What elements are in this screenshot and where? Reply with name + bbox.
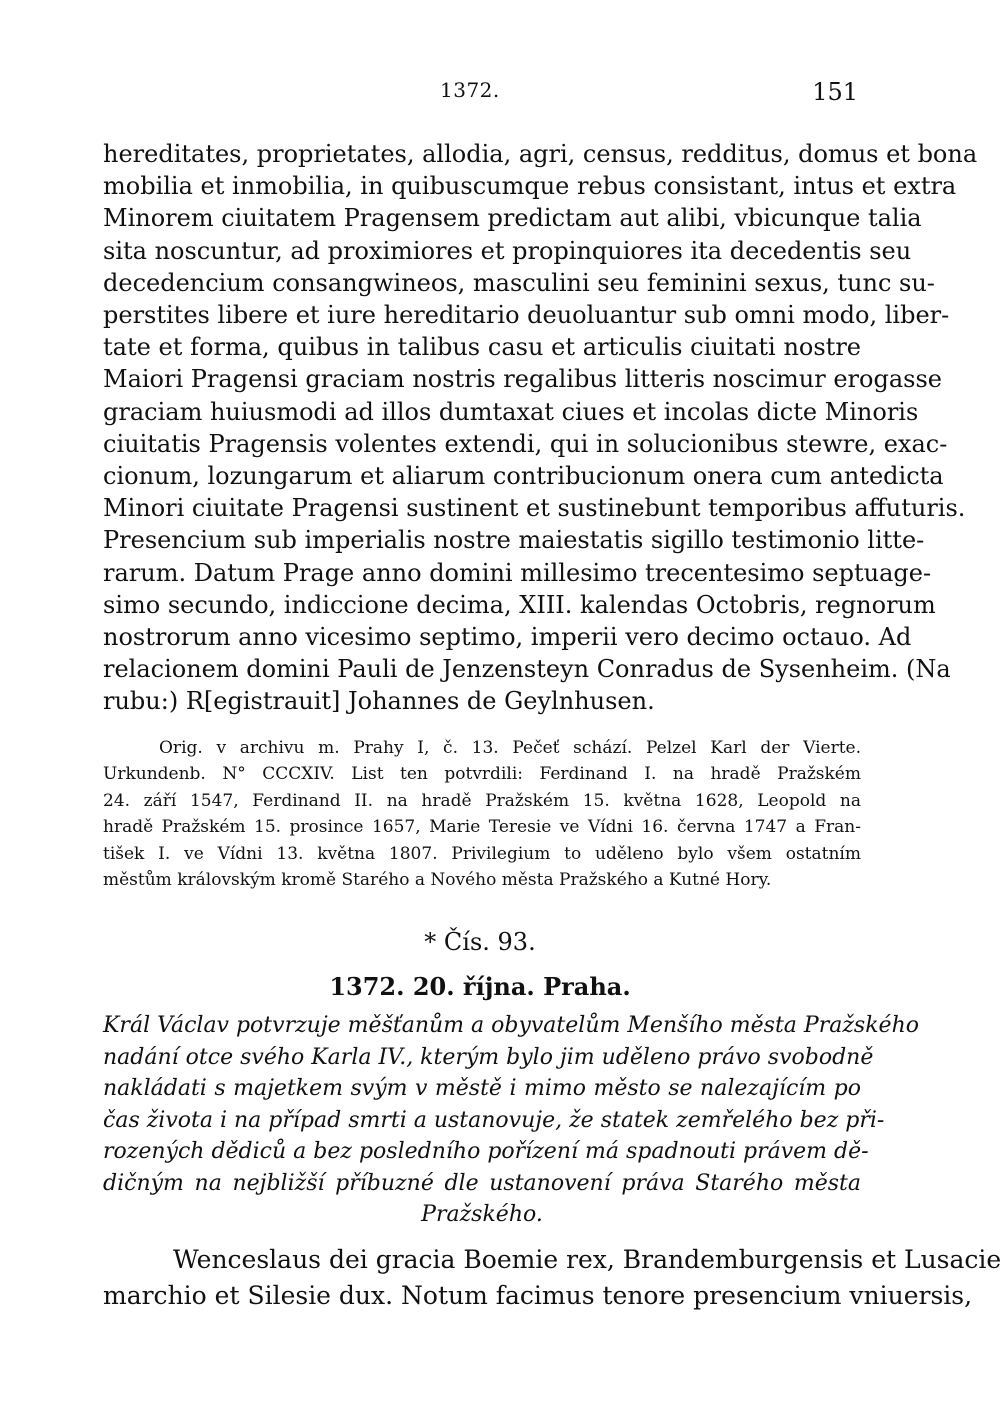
regest-line: nadání otce svého Karla IV., kterým bylo jim uděleno právo svobodně bbox=[103, 1044, 874, 1070]
running-head-year: 1372. bbox=[440, 78, 500, 102]
main-text-line: mobilia et inmobilia, in quibuscumque rebus consistant, intus et extra bbox=[103, 172, 957, 201]
charter-line: Wenceslaus dei gracia Boemie rex, Brandemburgensis et Lusacie bbox=[173, 1245, 1001, 1274]
main-text-line: decedencium consangwineos, masculini seu feminini sexus, tunc su- bbox=[103, 268, 935, 297]
main-text-line: rarum. Datum Prage anno domini millesimo trecentesimo septuage- bbox=[103, 558, 932, 587]
main-text-line: nostrorum anno vicesimo septimo, imperii vero decimo octauo. Ad bbox=[103, 623, 912, 652]
regest-line: dičným na nejbližší příbuzné dle ustanovení práva Starého města bbox=[103, 1170, 861, 1196]
main-text-line: hereditates, proprietates, allodia, agri, census, redditus, domus et bona bbox=[103, 140, 978, 168]
main-text-line: ciuitatis Pragensis volentes extendi, qui in solucionibus stewre, exac- bbox=[103, 429, 948, 458]
regest-line: rozených dědiců a bez posledního pořízení má spadnouti právem dě- bbox=[103, 1139, 869, 1164]
main-text-line: sita noscuntur, ad proximiores et propinquiores ita decedentis seu bbox=[103, 236, 912, 265]
footnote-line: Urkundenb. N° CCCXIV. List ten potvrdili: Ferdinand I. na hradě Pražském bbox=[103, 764, 861, 785]
charter-text bbox=[103, 1242, 1001, 1314]
running-head bbox=[0, 78, 960, 108]
document-date-heading: 1372. 20. října. Praha. bbox=[329, 972, 631, 1001]
source-footnote bbox=[103, 735, 861, 893]
main-text-line: Presencium sub imperialis nostre maiestatis sigillo testimonio litte- bbox=[103, 526, 925, 555]
main-text-line: cionum, lozungarum et aliarum contribucionum onera cum antedicta bbox=[103, 462, 944, 491]
main-text-line: perstites libere et iure hereditario deuoluantur sub omni modo, liber- bbox=[103, 301, 950, 330]
regest-line: Pražského. bbox=[421, 1202, 543, 1227]
main-text-line: Minorem ciuitatem Pragensem predictam aut alibi, vbicunque talia bbox=[103, 204, 922, 233]
czech-regest bbox=[103, 1010, 919, 1231]
charter-line: marchio et Silesie dux. Notum facimus tenore presencium vniuersis, bbox=[103, 1281, 973, 1310]
footnote-line: 24. září 1547, Ferdinand II. na hradě Pražském 15. května 1628, Leopold na bbox=[103, 790, 861, 811]
main-text-line: Maiori Pragensi graciam nostris regalibus litteris noscimur erogasse bbox=[103, 365, 942, 394]
footnote-line: tišek I. ve Vídni 13. května 1807. Privilegium to uděleno bylo všem ostatním bbox=[103, 843, 861, 864]
main-text-line: Minori ciuitate Pragensi sustinent et sustinebunt temporibus affuturis. bbox=[103, 494, 966, 523]
main-text-line: rubu:) R[egistrauit] Johannes de Geylnhusen. bbox=[103, 687, 655, 716]
footnote-line: městům královským kromě Starého a Nového města Pražského a Kutné Hory. bbox=[103, 870, 772, 891]
page-number: 151 bbox=[812, 78, 858, 106]
main-text-line: simo secundo, indiccione decima, XIII. kalendas Octobris, regnorum bbox=[103, 590, 936, 619]
document-number: * Čís. 93. bbox=[424, 928, 536, 956]
footnote-line: Orig. v archivu m. Prahy I, č. 13. Pečeť schází. Pelzel Karl der Vierte. bbox=[159, 738, 861, 758]
main-text-line: graciam huiusmodi ad illos dumtaxat ciues et incolas dicte Minoris bbox=[103, 397, 919, 426]
footnote-line: hradě Pražském 15. prosince 1657, Marie Teresie ve Vídni 16. června 1747 a Fran- bbox=[103, 817, 861, 838]
main-text-line: tate et forma, quibus in talibus casu et articulis ciuitati nostre bbox=[103, 333, 861, 362]
regest-line: čas života i na případ smrti a ustanovuje, že statek zemřelého bez při- bbox=[103, 1107, 885, 1133]
main-text-block bbox=[103, 138, 978, 718]
regest-line: Král Václav potvrzuje měšťanům a obyvatelům Menšího města Pražského bbox=[103, 1013, 919, 1038]
regest-line: nakládati s majetkem svým v městě i mimo město se nalezajícím po bbox=[103, 1076, 861, 1101]
main-text-line: relacionem domini Pauli de Jenzensteyn Conradus de Sysenheim. (Na bbox=[103, 655, 951, 684]
